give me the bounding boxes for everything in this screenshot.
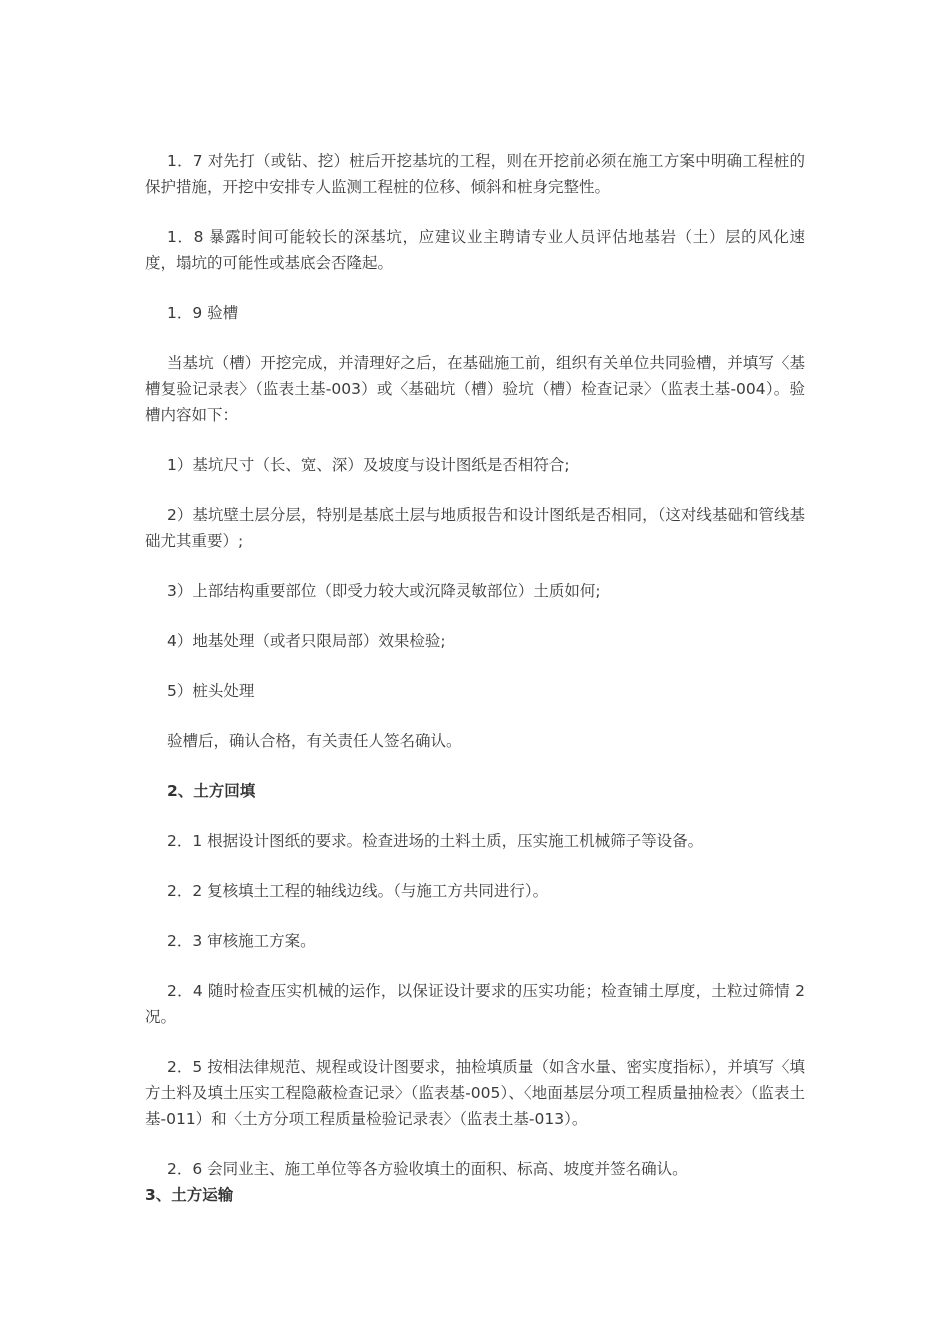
section-heading-transport: 3、土方运输	[145, 1186, 234, 1204]
paragraph-1-8: 1．8 暴露时间可能较长的深基坑，应建议业主聘请专业人员评估地基岩（土）层的风化速度，塌坑的可能性或基底会否隆起。	[145, 228, 805, 272]
inspection-item-5: 5）桩头处理	[167, 682, 255, 700]
inspection-conclusion: 验槽后，确认合格，有关责任人签名确认。	[167, 732, 462, 750]
paragraph-2-2: 2．2 复核填土工程的轴线边线。（与施工方共同进行）。	[167, 882, 549, 900]
inspection-item-1: 1）基坑尺寸（长、宽、深）及坡度与设计图纸是否相符合;	[167, 456, 570, 474]
inspection-item-3: 3）上部结构重要部位（即受力较大或沉降灵敏部位）土质如何;	[167, 582, 601, 600]
paragraph-1-9-title: 1．9 验槽	[167, 304, 239, 322]
document-page	[145, 148, 805, 1208]
section-heading-backfill: 2、土方回填	[167, 782, 256, 800]
inspection-item-4: 4）地基处理（或者只限局部）效果检验;	[167, 632, 446, 650]
paragraph-2-1: 2．1 根据设计图纸的要求。检查进场的土料土质，压实施工机械筛子等设备。	[167, 832, 704, 850]
inspection-item-2: 2）基坑壁土层分层，特别是基底土层与地质报告和设计图纸是否相同，（这对线基础和管线基础尤其重要）;	[145, 506, 805, 550]
paragraph-2-3: 2．3 审核施工方案。	[167, 932, 316, 950]
paragraph-2-6: 2．6 会同业主、施工单位等各方验收填土的面积、标高、坡度并签名确认。	[167, 1160, 688, 1178]
paragraph-2-5: 2．5 按相法律规范、规程或设计图要求，抽检填质量（如含水量、密实度指标），并填写〈填方土料及填土压实工程隐蔽检查记录〉（监表基-005）、〈地面基层分项工程质量抽检表〉（监表土基-011）和〈土方分项工程质量检验记录表〉（监表土基-013）。	[145, 1058, 805, 1128]
paragraph-2-4: 2．4 随时检查压实机械的运作，以保证设计要求的压实功能；检查铺土厚度，土粒过筛情 2 况。	[145, 982, 805, 1026]
paragraph-inspection-intro: 当基坑（槽）开挖完成，并清理好之后，在基础施工前，组织有关单位共同验槽，并填写〈基槽复验记录表〉（监表土基-003）或〈基础坑（槽）验坑（槽）检查记录〉（监表土基-004）。验槽内容如下：	[145, 354, 805, 424]
paragraph-1-7: 1．7 对先打（或钻、挖）桩后开挖基坑的工程，则在开挖前必须在施工方案中明确工程桩的保护措施，开挖中安排专人监测工程桩的位移、倾斜和桩身完整性。	[145, 152, 805, 196]
